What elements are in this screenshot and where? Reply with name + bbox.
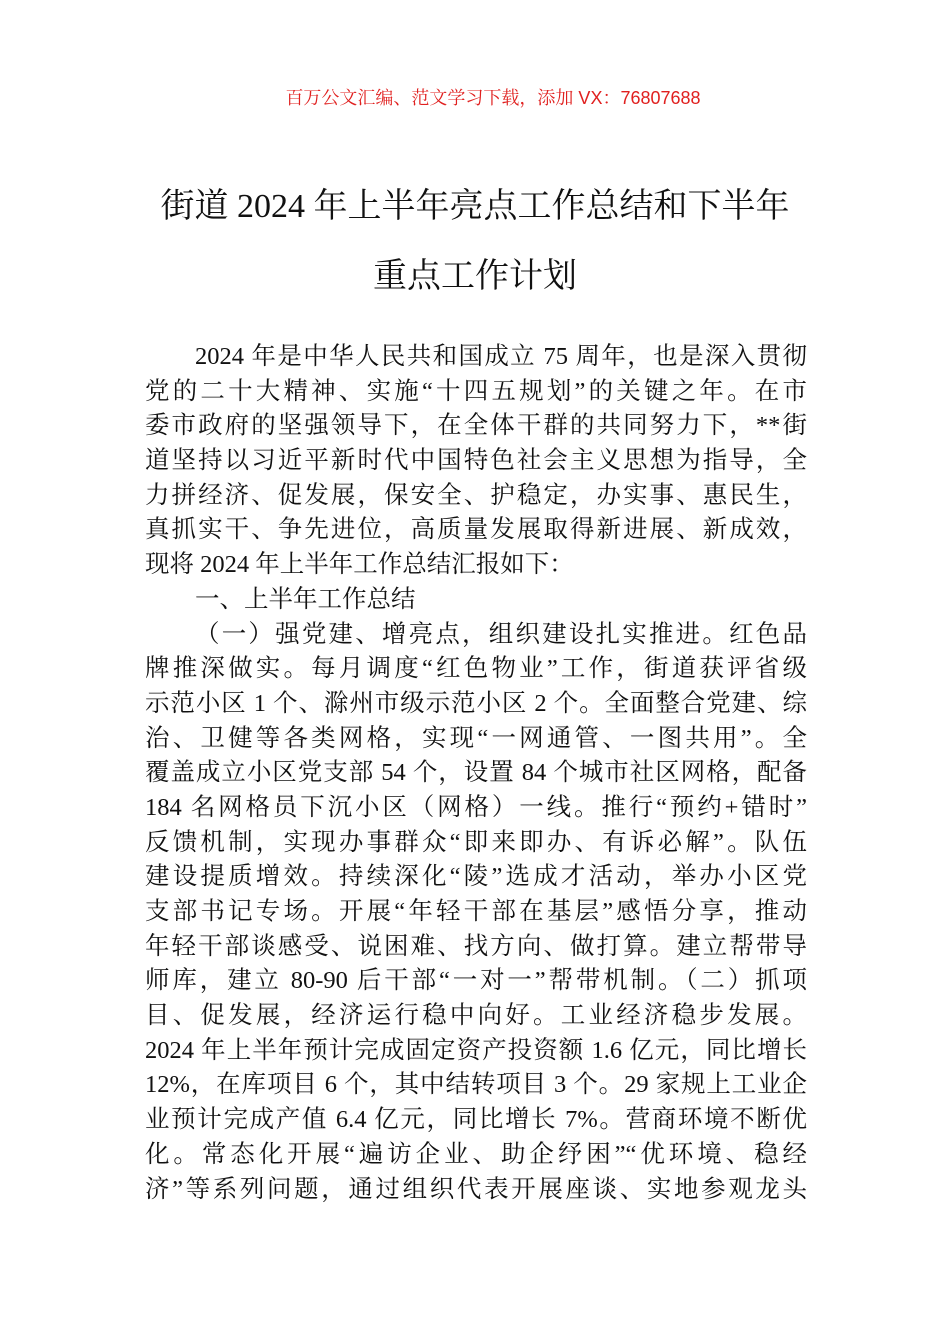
document-title-line-2: 重点工作计划 — [373, 258, 577, 295]
paragraph-line: 牌推深做实。每月调度“红色物业”工作，街道获评省级 — [145, 655, 807, 683]
section-heading: 一、上半年工作总结 — [195, 585, 416, 613]
paragraph-line: 2024 年是中华人民共和国成立 75 周年，也是深入贯彻 — [195, 343, 807, 370]
paragraph-line: 建设提质增效。持续深化“陵”选成才活动，举办小区党 — [145, 863, 807, 891]
document-title-line-1: 街道 2024 年上半年亮点工作总结和下半年 — [160, 188, 790, 225]
paragraph-line: 真抓实干、争先进位，高质量发展取得新进展、新成效， — [145, 516, 807, 544]
paragraph-line: 12%，在库项目 6 个，其中结转项目 3 个。29 家规上工业企 — [145, 1071, 807, 1099]
paragraph-line: 道坚持以习近平新时代中国特色社会主义思想为指导，全 — [145, 447, 807, 475]
paragraph-line: （一）强党建、增亮点，组织建设扎实推进。红色品 — [195, 620, 807, 648]
paragraph-line: 覆盖成立小区党支部 54 个，设置 84 个城市社区网格，配备 — [145, 759, 807, 787]
paragraph-line: 委市政府的坚强领导下，在全体干群的共同努力下，**街 — [145, 412, 807, 440]
paragraph-line: 示范小区 1 个、滁州市级示范小区 2 个。全面整合党建、综 — [145, 689, 807, 717]
paragraph-line: 党的二十大精神、实施“十四五规划”的关键之年。在市 — [145, 377, 807, 405]
paragraph-line: 化。常态化开展“遍访企业、助企纾困”“优环境、稳经 — [145, 1140, 807, 1168]
paragraph-line: 目、促发展，经济运行稳中向好。工业经济稳步发展。 — [145, 1002, 807, 1030]
paragraph-line: 业预计完成产值 6.4 亿元，同比增长 7%。营商环境不断优 — [145, 1106, 807, 1134]
download-banner: 百万公文汇编、范文学习下载，添加 VX：76807688 — [285, 88, 701, 108]
document-body — [145, 340, 807, 1207]
paragraph-line: 现将 2024 年上半年工作总结汇报如下： — [145, 551, 574, 579]
paragraph-line: 济”等系列问题，通过组织代表开展座谈、实地参观龙头 — [145, 1175, 807, 1203]
paragraph-line: 184 名网格员下沉小区（网格）一线。推行“预约+错时” — [145, 793, 807, 821]
paragraph-line: 治、卫健等各类网格，实现“一网通管、一图共用”。全 — [145, 724, 807, 752]
paragraph-line: 2024 年上半年预计完成固定资产投资额 1.6 亿元，同比增长 — [145, 1036, 807, 1064]
paragraph-line: 反馈机制，实现办事群众“即来即办、有诉必解”。队伍 — [145, 828, 807, 856]
paragraph-line: 支部书记专场。开展“年轻干部在基层”感悟分享，推动 — [145, 898, 807, 925]
paragraph-line: 师库，建立 80-90 后干部“一对一”帮带机制。（二）抓项 — [145, 967, 807, 995]
paragraph-line: 力拼经济、促发展，保安全、护稳定，办实事、惠民生， — [145, 481, 807, 509]
paragraph-line: 年轻干部谈感受、说困难、找方向、做打算。建立帮带导 — [145, 932, 807, 960]
